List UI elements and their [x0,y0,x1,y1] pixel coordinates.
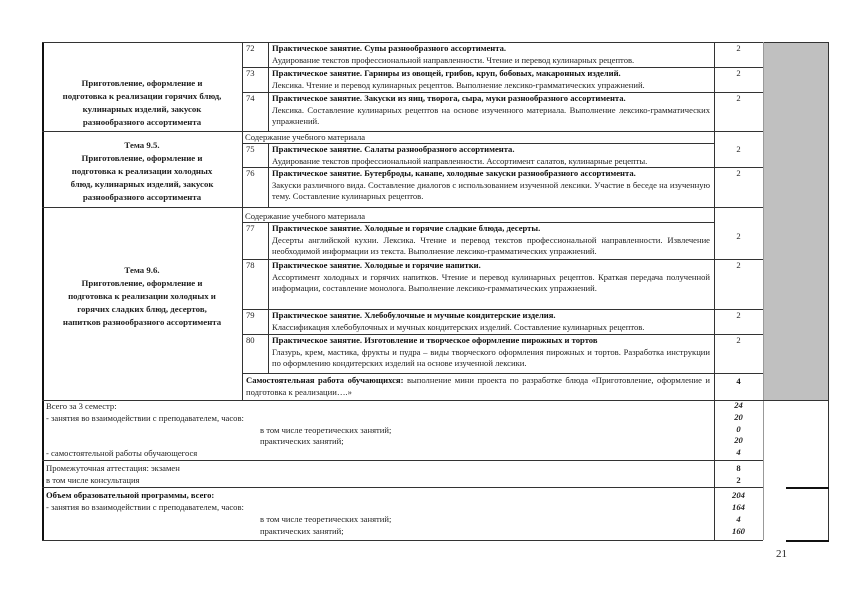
semester-line: в том числе теоретических занятий; [260,424,392,435]
lesson-hours: 2 [736,68,741,78]
value: 4 [736,514,741,524]
lesson-content [272,335,710,370]
program-line: - занятия во взаимодействии с преподавателем, часов: [46,502,244,512]
semester-line: - самостоятельной работы обучающегося [46,448,198,459]
value: 24 [734,400,743,410]
content-header: Содержание учебного материала [245,132,366,142]
value: 0 [736,423,741,434]
topic-line: блюд, кулинарных изделий, закусок [70,179,214,189]
value: 204 [732,490,745,500]
row-divider [786,487,829,489]
lesson-description: Лексика. Чтение и перевод кулинарных рецептов. Выполнение лексико-грамматических упражнений. [272,79,645,90]
col-divider [242,42,243,400]
lesson-content [272,68,710,91]
topic-9-5 [44,139,240,204]
topic-line: Приготовление, оформление и [81,153,203,163]
semester-values [714,400,763,459]
page-number: 21 [776,548,787,560]
topic-line: горячих сладких блюд, десертов, [77,304,207,314]
lesson-description: Лексика. Составление кулинарных рецептов на основе изученного материала. Выполнение лексико-грамматических упражнений. [272,104,710,126]
topic-line: разнообразного ассортимента [82,192,202,202]
lesson-content [272,43,710,66]
topic-heading: Тема 9.6. [124,265,160,275]
lesson-hours: 2 [736,231,741,241]
topic-line: подготовка к реализации холодных [71,166,213,176]
row-divider [42,460,763,461]
attestation [46,462,180,486]
attestation-line: Промежуточная аттестация: экзамен [46,463,180,473]
value: 164 [732,502,745,512]
topic-line: Приготовление, оформление и [81,78,203,88]
topic-9-4 [44,77,240,129]
lesson-hours: 2 [736,144,741,154]
lesson-number: 80 [246,335,255,345]
col-divider [763,42,764,540]
value: 2 [736,475,741,485]
program-values [714,489,763,537]
lesson-description: Закуски различного вида. Составление диалогов с использованием изученной лексики. Участие в беседе на изученную тему. Составление кулинарных рецептов. [272,179,710,201]
lesson-description: Классификация хлебобулочных и мучных кондитерских изделий. Составление кулинарных рецептов. [272,321,645,332]
lesson-hours: 2 [736,310,741,320]
program-line: в том числе теоретических занятий; [260,514,392,524]
semester-line: - занятия во взаимодействии с преподавателем, часов: [46,412,244,423]
lesson-description: Десерты английской кухни. Лексика. Чтение и перевод текстов профессиональной направленности. Извлечение необходимой информации из текста. Выполнение лексико-грамматических упражнений. [272,234,710,256]
topic-heading: Тема 9.5. [124,140,160,150]
shaded-column [763,42,829,400]
independent-text: выполнение мини проекта по разработке блюда «Приготовление, оформление и подготовка к реализации….» [246,375,710,397]
lesson-content [272,168,710,203]
program-line: практических занятий; [260,526,344,536]
lesson-title: Практическое занятие. Закуски из яиц, творога, сыра, муки разнообразного ассортимента. [272,93,626,103]
value: 160 [732,526,745,536]
topic-line: разнообразного ассортимента [82,117,202,127]
lesson-number: 76 [246,168,255,178]
lesson-description: Глазурь, крем, мастика, фрукты и пудра – виды творческого оформления пирожных и тортов. Разработка инструкции по оформлению кондитерских изделий на основе изученной лексики. [272,346,710,368]
independent-label: Самостоятельная работа обучающихся: [246,375,404,385]
lesson-number: 73 [246,68,255,78]
topic-line: напитков разнообразного ассортимента [62,317,222,327]
topic-line: Приготовление, оформление и [81,278,203,288]
lesson-description: Аудирование текстов профессиональной направленности. Чтение и перевод кулинарных рецептов. [272,54,635,65]
lesson-number: 72 [246,43,255,53]
lesson-title: Практическое занятие. Бутерброды, канапе, холодные закуски разнообразного ассортимента. [272,168,636,178]
lesson-content [272,144,710,167]
semester-summary [46,401,391,460]
lesson-title: Практическое занятие. Гарниры из овощей, грибов, круп, бобовых, макаронных изделий. [272,68,621,78]
topic-line: подготовка к реализации холодных и [68,291,216,301]
lesson-hours: 2 [736,168,741,178]
semester-line: практических занятий; [260,436,344,447]
lesson-content [272,310,710,333]
row-divider [42,487,763,488]
row-divider [242,373,763,374]
value: 20 [734,435,743,446]
lesson-hours: 2 [736,93,741,103]
lesson-number: 78 [246,260,255,270]
attestation-line: в том числе консультация [46,475,140,485]
program-summary [46,489,391,537]
lesson-content [272,93,710,128]
row-divider [42,131,763,132]
lesson-title: Практическое занятие. Хлебобулочные и мучные кондитерские изделия. [272,310,556,320]
topic-line: кулинарных изделий, закусок [82,104,202,114]
lesson-title: Практическое занятие. Холодные и горячие напитки. [272,260,481,270]
content-header: Содержание учебного материала [245,211,366,221]
lesson-content [272,223,710,258]
value: 20 [734,411,743,422]
attestation-values [714,462,763,486]
lesson-description: Аудирование текстов профессиональной направленности. Ассортимент салатов, кулинарные рецепты. [272,155,648,166]
lesson-hours: 2 [736,43,741,53]
table-border-right [828,42,829,540]
value: 4 [736,447,741,458]
lesson-number: 75 [246,144,255,154]
lesson-number: 74 [246,93,255,103]
row-divider [786,540,829,542]
semester-title: Всего за 3 семестр: [46,401,117,411]
lesson-hours: 2 [736,260,741,270]
independent-hours: 4 [736,376,741,386]
row-divider [42,207,763,208]
lesson-title: Практическое занятие. Изготовление и творческое оформление пирожных и тортов [272,335,598,345]
lesson-title: Практическое занятие. Супы разнообразного ассортимента. [272,43,507,53]
independent-work [246,375,710,398]
lesson-hours: 2 [736,335,741,345]
program-title: Объем образовательной программы, всего: [46,490,215,500]
row-divider [42,540,763,541]
col-divider [268,42,269,131]
lesson-content [272,260,710,295]
topic-line: подготовка к реализации горячих блюд, [62,91,222,101]
lesson-title: Практическое занятие. Холодные и горячие сладкие блюда, десерты. [272,223,541,233]
lesson-number: 79 [246,310,255,320]
lesson-description: Ассортимент холодных и горячих напитков. Чтение и перевод кулинарных рецептов. Краткая передача полученной информации, составление монолога. Выполнение лексико-грамматических упражнений. [272,271,710,293]
col-divider [268,222,269,373]
lesson-number: 77 [246,223,255,233]
topic-9-6 [44,264,240,329]
lesson-title: Практическое занятие. Салаты разнообразного ассортимента. [272,144,515,154]
col-divider [268,143,269,207]
value: 8 [736,463,741,473]
